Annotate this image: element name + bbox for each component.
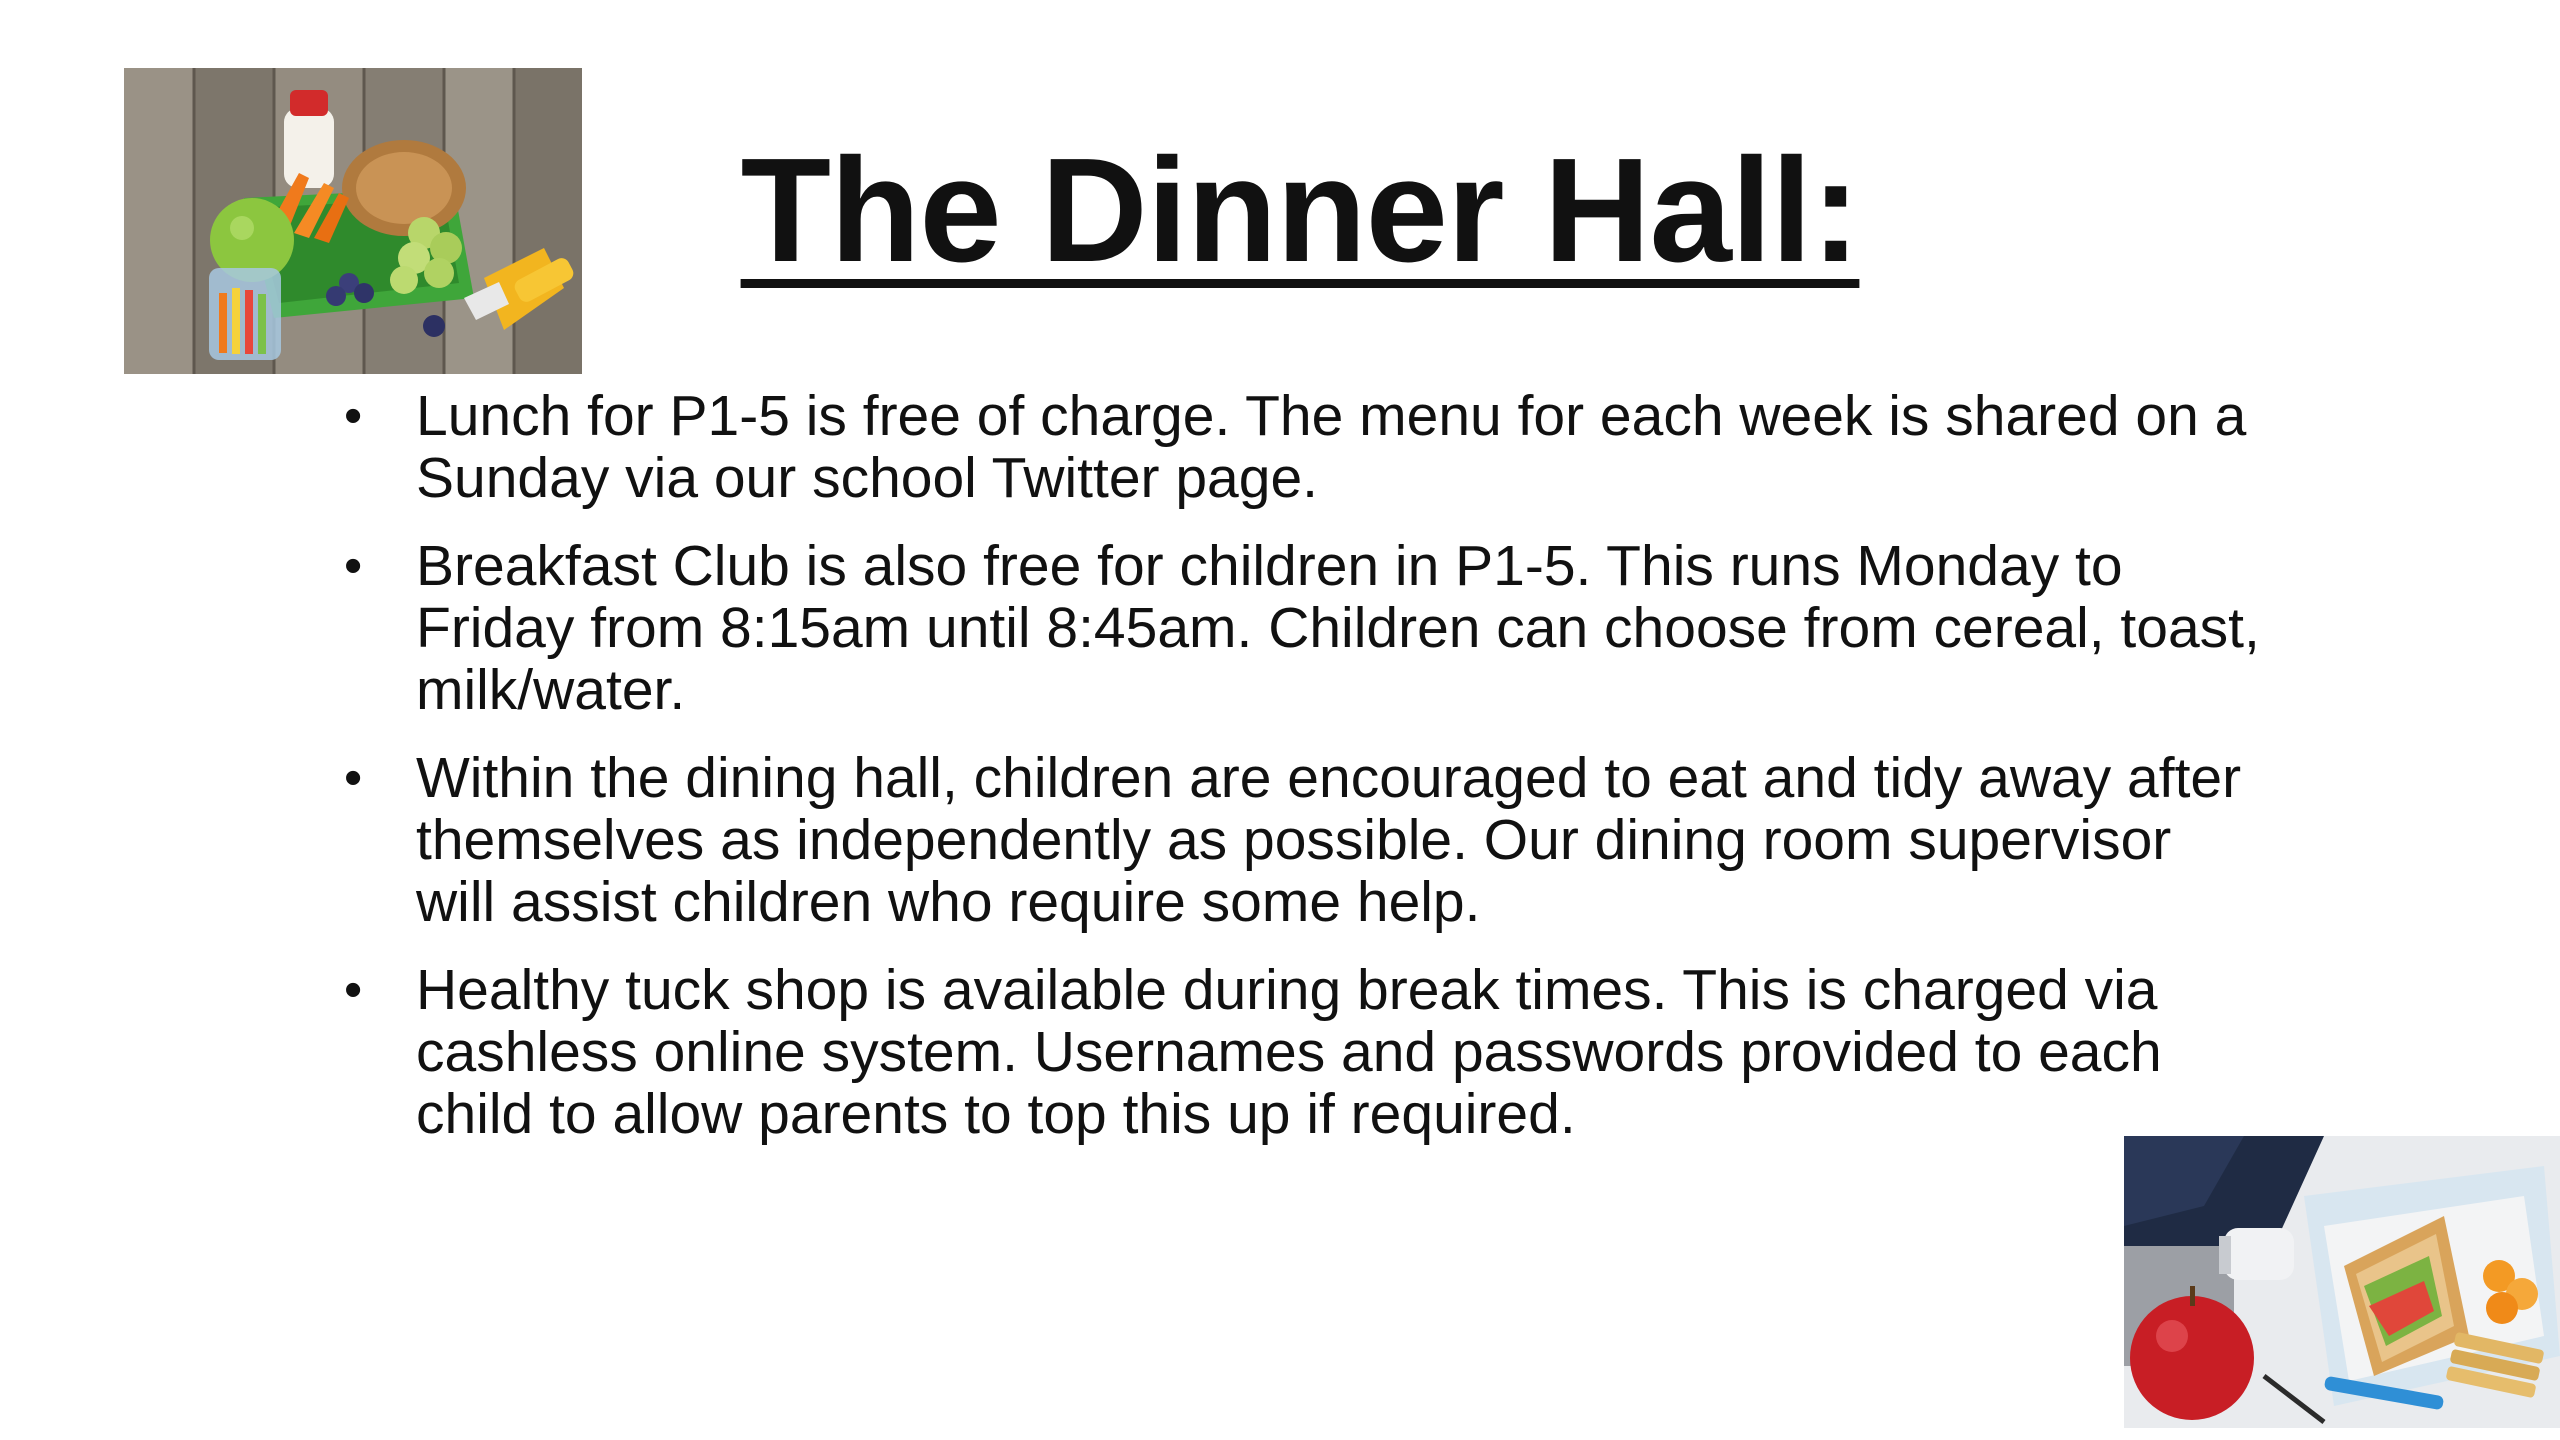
lunchbox-fruit-photo: [124, 68, 582, 374]
bullet-text: Lunch for P1-5 is free of charge. The menu for each week is shared on a Sunday via our school Twitter page.: [416, 384, 2247, 510]
bullet-text: Breakfast Club is also free for children in P1-5. This runs Monday to Friday from 8:15am until 8:45am. Children can choose from cereal, toast, milk/water.: [416, 534, 2260, 722]
bullet-item: [340, 747, 2260, 933]
bullet-text: Healthy tuck shop is available during break times. This is charged via cashless online system. Usernames and passwords provided to each child to allow parents to top this up if required.: [416, 958, 2162, 1146]
bullet-item: [340, 959, 2260, 1145]
bullet-item: [340, 385, 2260, 509]
bullet-text: Within the dining hall, children are encouraged to eat and tidy away after themselves as independently as possible. Our dining room supervisor will assist children who require some help.: [416, 746, 2242, 934]
bullet-marker: •: [344, 537, 363, 595]
bullet-item: [340, 535, 2260, 721]
slide-title-text: The Dinner Hall:: [740, 128, 1860, 293]
packed-lunch-apple-photo: [2124, 1136, 2560, 1428]
bullet-marker: •: [344, 387, 363, 445]
bullet-marker: •: [344, 961, 363, 1019]
bullet-list: [340, 385, 2260, 1171]
slide-title: [600, 130, 2000, 293]
bullet-marker: •: [344, 749, 363, 807]
